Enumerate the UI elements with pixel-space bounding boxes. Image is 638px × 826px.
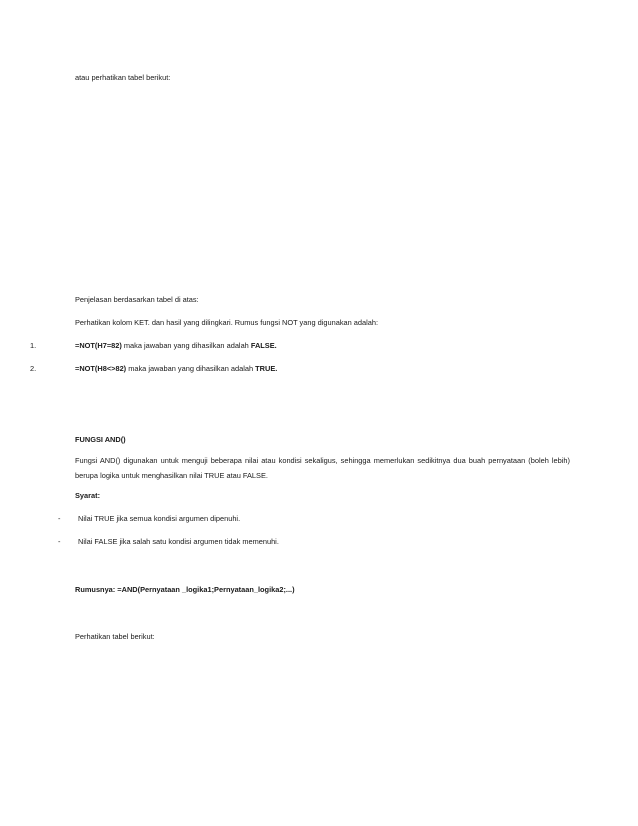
syarat-label: Syarat: (75, 491, 101, 500)
result-value: FALSE. (250, 341, 277, 350)
bullet: - (58, 514, 61, 523)
list-item-text (75, 341, 277, 351)
penjelasan-text: Penjelasan berdasarkan tabel di atas: (75, 295, 199, 304)
formula: =NOT(H7=82) (75, 341, 122, 350)
list-item-text: Nilai FALSE jika salah satu kondisi argumen tidak memenuhi. (78, 537, 279, 546)
section-heading: FUNGSI AND() (75, 435, 126, 444)
list-item-desc: maka jawaban yang dihasilkan adalah (126, 364, 256, 373)
result-value: TRUE. (255, 364, 278, 373)
list-item-desc: maka jawaban yang dihasilkan adalah (121, 341, 251, 350)
list-number: 2. (30, 364, 37, 373)
list-item-text: Nilai TRUE jika semua kondisi argumen dipenuhi. (78, 514, 241, 523)
perhatikan-tabel-text: Perhatikan tabel berikut: (75, 632, 155, 641)
formula: =NOT(H8<>82) (75, 364, 127, 373)
and-description: Fungsi AND() digunakan untuk menguji beberapa nilai atau kondisi sekaligus, sehingga memerlukan sedikitnya dua buah pernyataan (boleh lebih) berupa logika untuk menghasilkan nilai TRUE atau FALSE. (75, 456, 570, 480)
list-item-text (75, 364, 277, 374)
intro-text: atau perhatikan tabel berikut: (75, 73, 171, 82)
perhatikan-kolom-text: Perhatikan kolom KET. dan hasil yang dilingkari. Rumus fungsi NOT yang digunakan adalah: (75, 318, 379, 327)
rumus-text: Rumusnya: =AND(Pernyataan _logika1;Pernyataan_logika2;...) (75, 585, 295, 594)
list-number: 1. (30, 341, 37, 350)
bullet: - (58, 537, 61, 546)
